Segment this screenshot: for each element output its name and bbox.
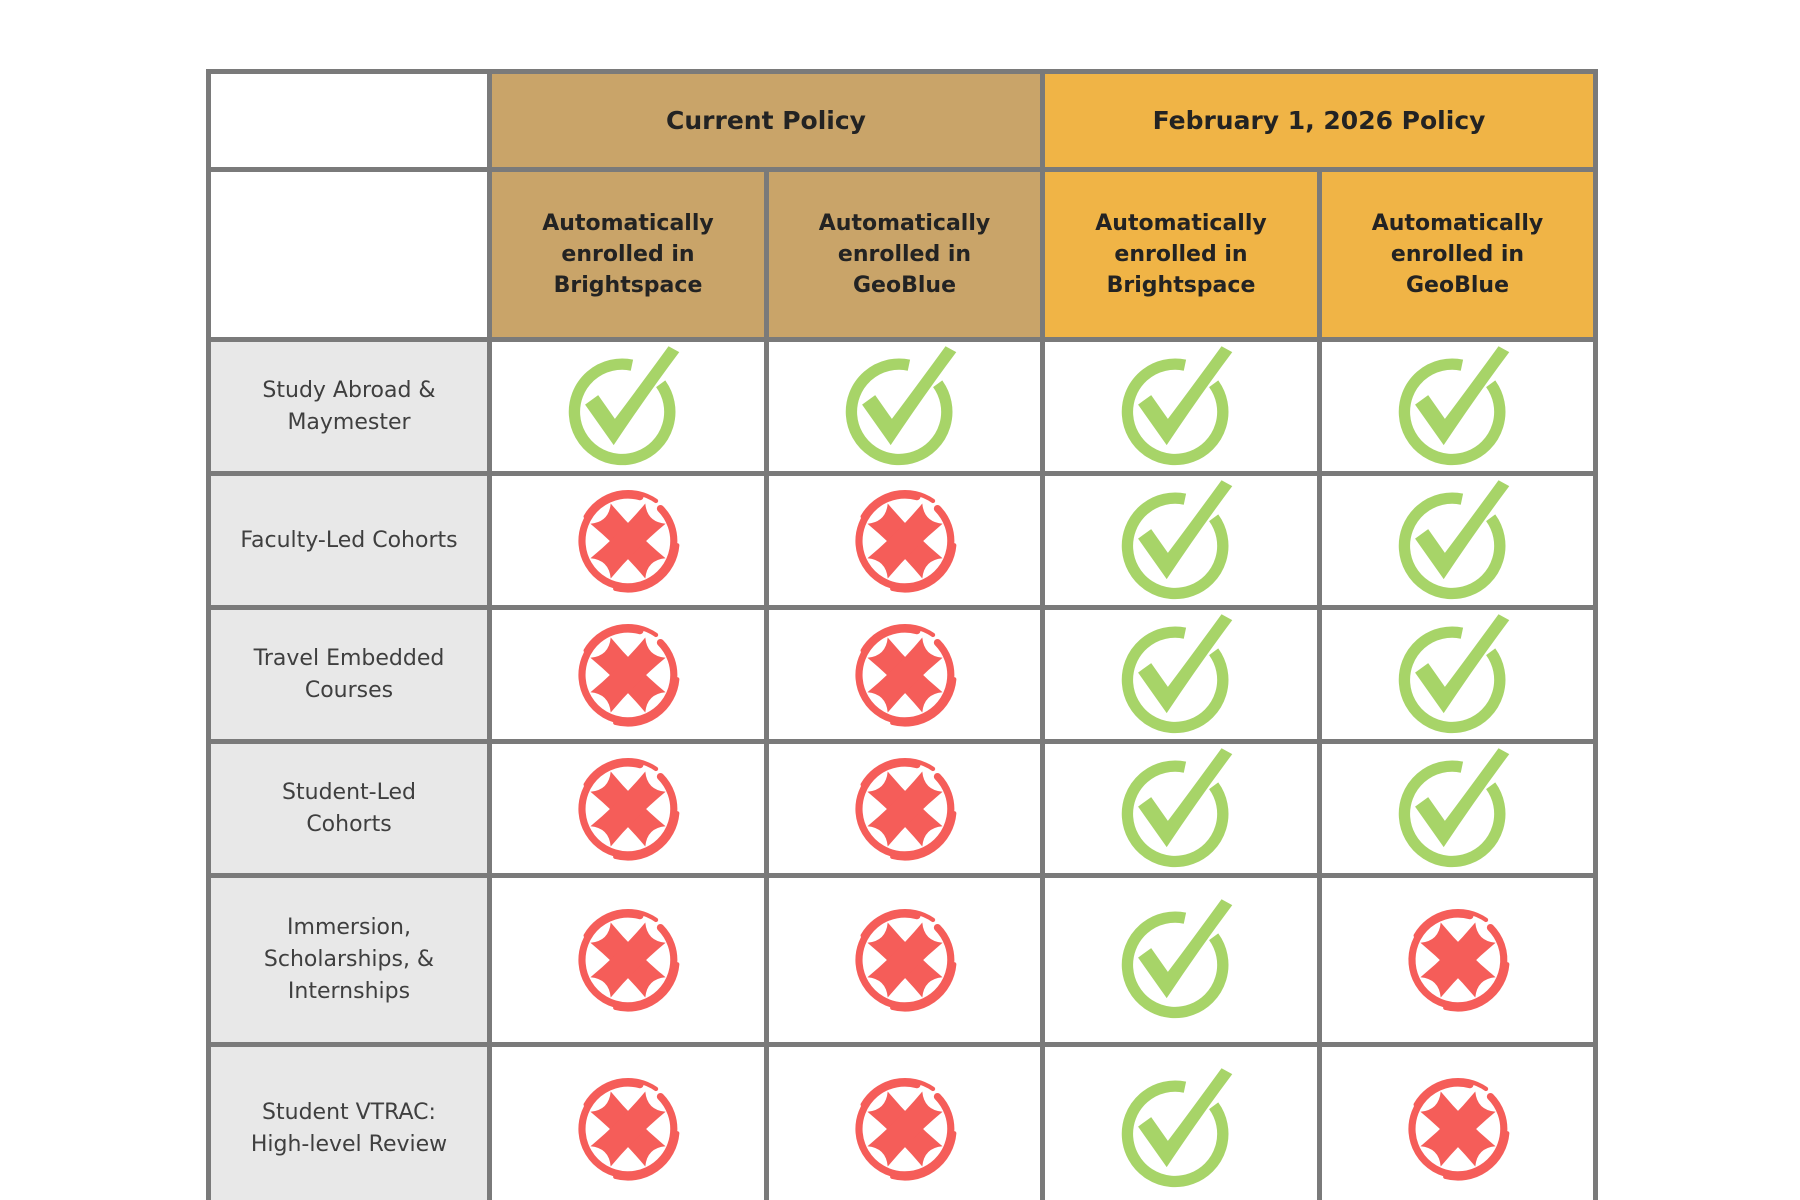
mark-cell xyxy=(1320,474,1596,608)
check-icon xyxy=(1119,747,1243,871)
col-header-feb-2026-geoblue: Automatically enrolled in GeoBlue xyxy=(1320,170,1596,340)
mark-cell xyxy=(767,1045,1043,1200)
table-row xyxy=(209,608,1596,742)
group-header-row xyxy=(209,72,1596,170)
mark-cell xyxy=(490,742,767,876)
mark-cell xyxy=(767,474,1043,608)
table-row xyxy=(209,474,1596,608)
mark-cell xyxy=(1043,742,1320,876)
mark-cell xyxy=(490,876,767,1045)
row-label: Student-Led Cohorts xyxy=(209,742,490,876)
table-row xyxy=(209,1045,1596,1200)
col-header-current-brightspace: Automatically enrolled in Brightspace xyxy=(490,170,767,340)
row-label: Travel Embedded Courses xyxy=(209,608,490,742)
column-header-row xyxy=(209,170,1596,340)
mark-cell xyxy=(1320,340,1596,474)
x-icon xyxy=(1396,898,1520,1022)
check-icon xyxy=(1396,613,1520,737)
row-label: Faculty-Led Cohorts xyxy=(209,474,490,608)
row-label: Student VTRAC: High-level Review xyxy=(209,1045,490,1200)
check-icon xyxy=(1119,1067,1243,1191)
x-icon xyxy=(566,747,690,871)
x-icon xyxy=(566,479,690,603)
mark-cell xyxy=(1043,340,1320,474)
mark-cell xyxy=(490,340,767,474)
mark-cell xyxy=(1320,1045,1596,1200)
x-icon xyxy=(843,613,967,737)
mark-cell xyxy=(1043,876,1320,1045)
x-icon xyxy=(843,479,967,603)
group-header-february-2026-policy: February 1, 2026 Policy xyxy=(1043,72,1596,170)
check-icon xyxy=(1396,345,1520,469)
table-row xyxy=(209,742,1596,876)
x-icon xyxy=(843,898,967,1022)
corner-cell xyxy=(209,170,490,340)
corner-cell xyxy=(209,72,490,170)
mark-cell xyxy=(1320,742,1596,876)
mark-cell xyxy=(1043,608,1320,742)
mark-cell xyxy=(767,608,1043,742)
check-icon xyxy=(1119,613,1243,737)
policy-comparison-table xyxy=(206,69,1598,1200)
check-icon xyxy=(1396,479,1520,603)
mark-cell xyxy=(767,876,1043,1045)
x-icon xyxy=(566,613,690,737)
group-header-current-policy: Current Policy xyxy=(490,72,1043,170)
mark-cell xyxy=(1043,1045,1320,1200)
x-icon xyxy=(566,1067,690,1191)
mark-cell xyxy=(1320,876,1596,1045)
mark-cell xyxy=(767,340,1043,474)
check-icon xyxy=(843,345,967,469)
x-icon xyxy=(1396,1067,1520,1191)
mark-cell xyxy=(1320,608,1596,742)
col-header-current-geoblue: Automatically enrolled in GeoBlue xyxy=(767,170,1043,340)
table-row xyxy=(209,340,1596,474)
x-icon xyxy=(843,1067,967,1191)
check-icon xyxy=(1119,345,1243,469)
mark-cell xyxy=(490,474,767,608)
check-icon xyxy=(1119,898,1243,1022)
x-icon xyxy=(566,898,690,1022)
col-header-feb-2026-brightspace: Automatically enrolled in Brightspace xyxy=(1043,170,1320,340)
check-icon xyxy=(1119,479,1243,603)
check-icon xyxy=(566,345,690,469)
mark-cell xyxy=(1043,474,1320,608)
table-row xyxy=(209,876,1596,1045)
mark-cell xyxy=(490,608,767,742)
mark-cell xyxy=(767,742,1043,876)
x-icon xyxy=(843,747,967,871)
mark-cell xyxy=(490,1045,767,1200)
row-label: Study Abroad & Maymester xyxy=(209,340,490,474)
row-label: Immersion, Scholarships, & Internships xyxy=(209,876,490,1045)
check-icon xyxy=(1396,747,1520,871)
